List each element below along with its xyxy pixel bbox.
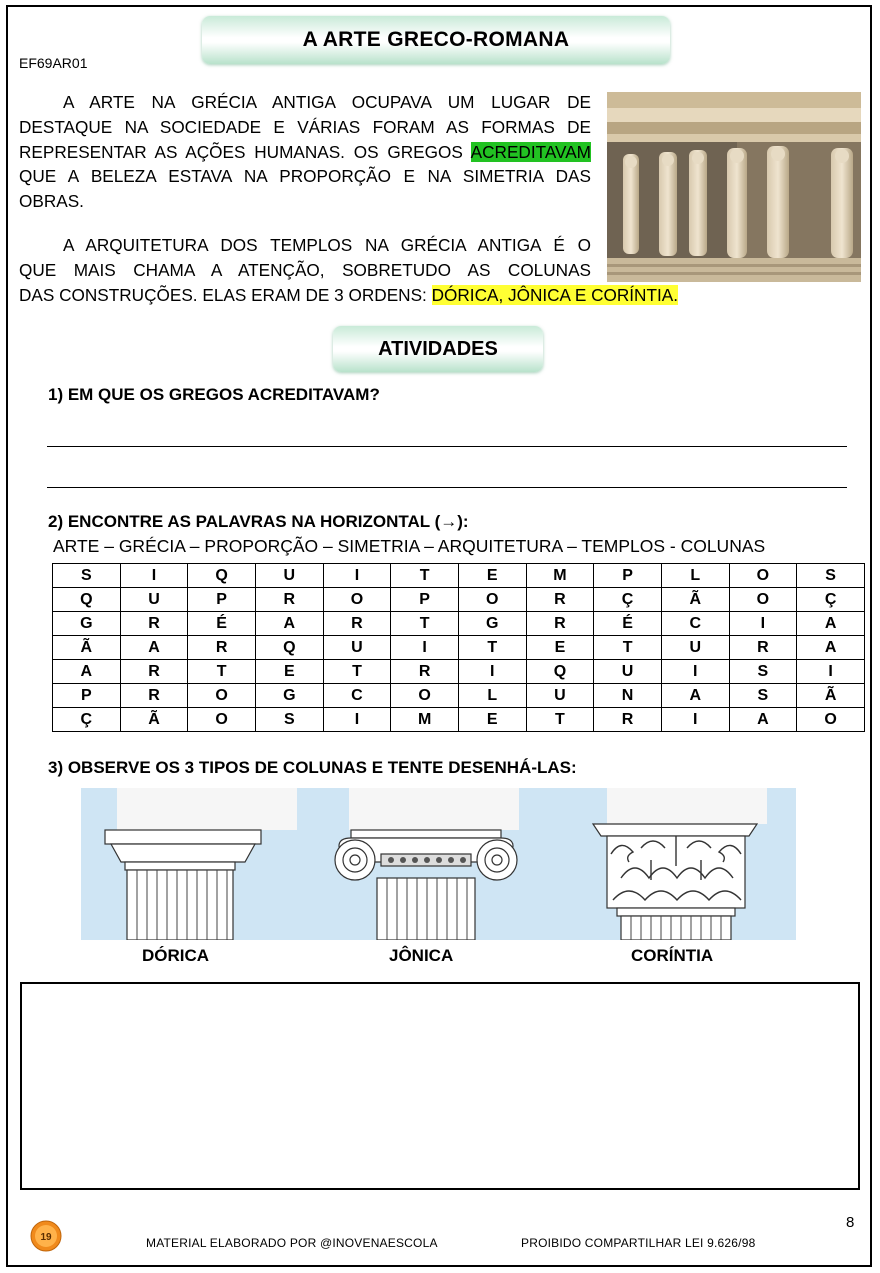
grid-cell[interactable]: T <box>526 708 594 732</box>
grid-cell[interactable]: T <box>323 660 391 684</box>
grid-cell[interactable]: M <box>526 564 594 588</box>
grid-cell[interactable]: S <box>53 564 121 588</box>
footer-law: PROIBIDO COMPARTILHAR LEI 9.626/98 <box>521 1236 756 1250</box>
grid-cell[interactable]: U <box>594 660 662 684</box>
grid-cell[interactable]: P <box>53 684 121 708</box>
grid-cell[interactable]: I <box>391 636 459 660</box>
grid-cell[interactable]: I <box>661 660 729 684</box>
grid-cell[interactable]: Ç <box>53 708 121 732</box>
grid-cell[interactable]: A <box>797 636 865 660</box>
grid-cell[interactable]: É <box>188 612 256 636</box>
grid-row <box>53 708 865 732</box>
grid-cell[interactable]: I <box>323 564 391 588</box>
grid-cell[interactable]: R <box>323 612 391 636</box>
grid-cell[interactable]: Ç <box>594 588 662 612</box>
temple-image <box>607 92 861 282</box>
grid-cell[interactable]: Ã <box>120 708 188 732</box>
grid-cell[interactable]: R <box>255 588 323 612</box>
grid-cell[interactable]: T <box>594 636 662 660</box>
footer-credit: MATERIAL ELABORADO POR @INOVENAESCOLA <box>146 1236 438 1250</box>
question-3: 3) OBSERVE OS 3 TIPOS DE COLUNAS E TENTE DESENHÁ-LAS: <box>48 758 577 777</box>
page-number: 8 <box>846 1214 855 1231</box>
grid-cell[interactable]: A <box>255 612 323 636</box>
grid-cell[interactable]: P <box>391 588 459 612</box>
grid-cell[interactable]: O <box>729 588 797 612</box>
grid-cell[interactable]: N <box>594 684 662 708</box>
grid-cell[interactable]: O <box>391 684 459 708</box>
logo-text: 19 <box>40 1232 52 1243</box>
p2-line-1: A ARQUITETURA DOS TEMPLOS NA GRÉCIA ANTIGA É O <box>63 235 591 255</box>
p2-line-3: DAS CONSTRUÇÕES. ELAS ERAM DE 3 ORDENS: <box>19 284 432 305</box>
label-corinthian: CORÍNTIA <box>631 946 714 965</box>
grid-cell[interactable]: G <box>255 684 323 708</box>
activities-title: ATIVIDADES <box>333 326 543 372</box>
grid-cell[interactable]: Ã <box>661 588 729 612</box>
p2-line-2: QUE MAIS CHAMA A ATENÇÃO, SOBRETUDO AS COLUNAS <box>19 259 591 280</box>
school-logo-icon <box>30 1220 62 1252</box>
grid-cell[interactable]: U <box>661 636 729 660</box>
grid-cell[interactable]: C <box>661 612 729 636</box>
answer-line-1[interactable] <box>47 446 847 447</box>
grid-cell[interactable]: O <box>729 564 797 588</box>
grid-cell[interactable]: U <box>526 684 594 708</box>
p1-text-before: A ARTE NA GRÉCIA ANTIGA OCUPAVA UM LUGAR DE DESTAQUE NA SOCIEDADE E VÁRIAS FORAM AS FORMAS DE REPRESENTAR AS AÇÕES HUMANAS. OS GREGOS <box>19 92 591 162</box>
grid-cell[interactable]: R <box>729 636 797 660</box>
answer-line-2[interactable] <box>47 487 847 488</box>
grid-cell[interactable]: A <box>661 684 729 708</box>
grid-cell[interactable]: Ã <box>53 636 121 660</box>
grid-cell[interactable]: Q <box>188 564 256 588</box>
word-search-grid <box>52 563 865 732</box>
grid-cell[interactable]: O <box>323 588 391 612</box>
grid-cell[interactable]: S <box>729 684 797 708</box>
grid-cell[interactable]: O <box>797 708 865 732</box>
grid-cell[interactable]: T <box>458 636 526 660</box>
grid-cell[interactable]: E <box>255 660 323 684</box>
grid-cell[interactable]: S <box>255 708 323 732</box>
grid-cell[interactable]: I <box>323 708 391 732</box>
grid-cell[interactable]: L <box>458 684 526 708</box>
p1-highlight: ACREDITAVAM <box>470 141 591 162</box>
grid-cell[interactable]: O <box>458 588 526 612</box>
grid-cell[interactable]: R <box>120 684 188 708</box>
page-title: A ARTE GRECO-ROMANA <box>202 16 670 64</box>
grid-cell[interactable]: I <box>729 612 797 636</box>
grid-cell[interactable]: A <box>53 660 121 684</box>
grid-cell[interactable]: S <box>729 660 797 684</box>
grid-cell[interactable]: R <box>188 636 256 660</box>
grid-cell[interactable]: A <box>729 708 797 732</box>
grid-cell[interactable]: O <box>188 708 256 732</box>
grid-cell[interactable]: S <box>797 564 865 588</box>
columns-image <box>81 788 796 940</box>
p2-highlight: DÓRICA, JÔNICA E CORÍNTIA. <box>431 284 678 305</box>
grid-cell[interactable]: T <box>391 564 459 588</box>
grid-cell[interactable]: I <box>458 660 526 684</box>
grid-cell[interactable]: M <box>391 708 459 732</box>
grid-cell[interactable]: G <box>53 612 121 636</box>
label-doric: DÓRICA <box>142 946 210 965</box>
grid-row <box>53 684 865 708</box>
grid-cell[interactable]: A <box>120 636 188 660</box>
grid-cell[interactable]: G <box>458 612 526 636</box>
grid-row <box>53 588 865 612</box>
grid-cell[interactable]: R <box>120 660 188 684</box>
grid-cell[interactable]: U <box>255 564 323 588</box>
grid-row <box>53 612 865 636</box>
question-1: 1) EM QUE OS GREGOS ACREDITAVAM? <box>48 385 380 404</box>
grid-cell[interactable]: Q <box>255 636 323 660</box>
grid-cell[interactable]: E <box>526 636 594 660</box>
grid-cell[interactable]: Q <box>526 660 594 684</box>
grid-cell[interactable]: I <box>120 564 188 588</box>
grid-cell[interactable]: I <box>661 708 729 732</box>
grid-cell[interactable]: E <box>458 564 526 588</box>
grid-cell[interactable]: T <box>391 612 459 636</box>
grid-cell[interactable]: R <box>391 660 459 684</box>
grid-cell[interactable]: R <box>526 612 594 636</box>
grid-cell[interactable]: Ç <box>797 588 865 612</box>
grid-cell[interactable]: P <box>594 564 662 588</box>
grid-cell[interactable]: Q <box>53 588 121 612</box>
grid-cell[interactable]: T <box>188 660 256 684</box>
word-list: ARTE – GRÉCIA – PROPORÇÃO – SIMETRIA – ARQUITETURA – TEMPLOS - COLUNAS <box>53 536 766 556</box>
drawing-area[interactable] <box>20 982 860 1190</box>
grid-cell[interactable]: R <box>526 588 594 612</box>
question-2: 2) ENCONTRE AS PALAVRAS NA HORIZONTAL (→): <box>48 512 469 531</box>
grid-cell[interactable]: R <box>594 708 662 732</box>
grid-row <box>53 564 865 588</box>
grid-cell[interactable]: I <box>797 660 865 684</box>
grid-cell[interactable]: U <box>323 636 391 660</box>
grid-row <box>53 660 865 684</box>
grid-cell[interactable]: É <box>594 612 662 636</box>
grid-row <box>53 636 865 660</box>
grid-cell[interactable]: U <box>120 588 188 612</box>
grid-cell[interactable]: E <box>458 708 526 732</box>
p1-text-after: QUE A BELEZA ESTAVA NA PROPORÇÃO E NA SIMETRIA DAS OBRAS. <box>19 166 591 212</box>
grid-cell[interactable]: A <box>797 612 865 636</box>
grid-cell[interactable]: O <box>188 684 256 708</box>
label-ionic: JÔNICA <box>389 946 454 965</box>
intro-paragraph-1 <box>19 90 591 214</box>
grid-cell[interactable]: Ã <box>797 684 865 708</box>
curriculum-code: EF69AR01 <box>19 55 88 71</box>
grid-cell[interactable]: C <box>323 684 391 708</box>
grid-cell[interactable]: L <box>661 564 729 588</box>
grid-cell[interactable]: R <box>120 612 188 636</box>
grid-cell[interactable]: P <box>188 588 256 612</box>
